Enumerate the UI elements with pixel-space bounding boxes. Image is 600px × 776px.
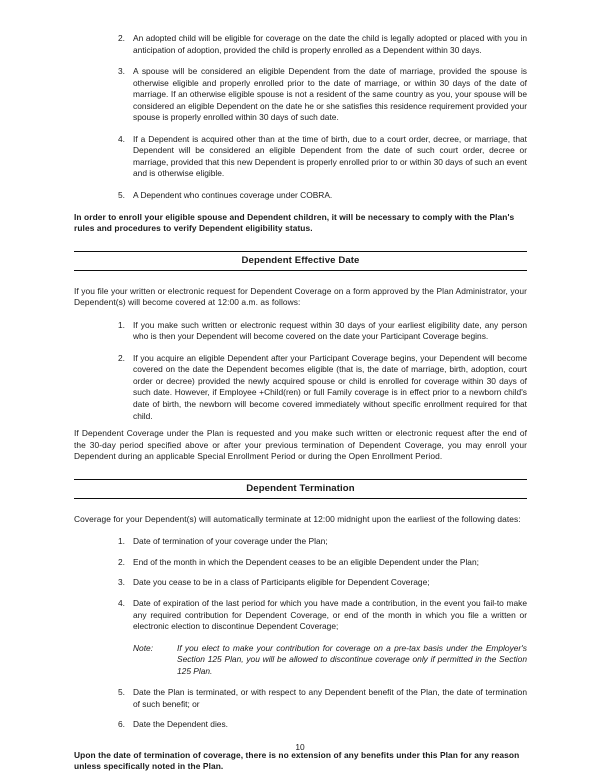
list-marker: 2. (118, 556, 125, 567)
spacer (74, 202, 527, 212)
list-item-text: An adopted child will be eligible for coverage on the date the child is legally adopted or placed with you in anticipation of adoption, provided the child is properly enrolled as a Dependent within 30 days. (133, 33, 527, 55)
list-marker: 3. (118, 66, 125, 77)
termination-list-part-two (74, 687, 527, 731)
list-item-text: If a Dependent is acquired other than at the time of birth, due to a court order, decree, or marriage, that Dependent will be considered an eligible Dependent from the date of such court order, decree or marriage, provided that this new Dependent is properly enrolled prior to or within 30 days of such an event and is otherwise eligible. (133, 133, 527, 179)
list-item-text: Date of expiration of the last period for which you have made a contribution, in the event you fail-to make any required contribution for Dependent Coverage, or end of the month in which you file a written or electronic election to discontinue Dependent Coverage; (133, 597, 527, 632)
list-item (74, 190, 527, 202)
section-heading-dependent-effective-date (74, 251, 527, 271)
eligible-dependent-list (74, 33, 527, 202)
section-title: Dependent Effective Date (241, 254, 360, 266)
list-item (74, 598, 527, 633)
termination-note (74, 643, 527, 678)
list-item (74, 687, 527, 710)
list-item (74, 353, 527, 422)
list-item (74, 577, 527, 589)
list-item-text: Date the Dependent dies. (133, 719, 228, 730)
termination-closing-notice: Upon the date of termination of coverage, there is no extension of any benefits under this Plan for any reason unless specifically noted in the Plan. (74, 749, 520, 772)
list-marker: 2. (118, 33, 125, 43)
list-marker: 5. (118, 190, 125, 201)
note-label: Note: (133, 642, 154, 653)
list-marker: 3. (118, 577, 125, 588)
section-title: Dependent Termination (246, 482, 355, 494)
list-item-text: Date of termination of your coverage under the Plan; (133, 536, 328, 547)
list-item-text: If you acquire an eligible Dependent after your Participant Coverage begins, your Dependent will become covered on the date the Dependent becomes eligible (that is, the date of marriage, birth, adoption, court order or decree) provided the newly acquired spouse or child is enrolled for coverage within 30 days of such date. However, if Employee +Child(ren) or full Family coverage is in effect prior to a newborn child's date of birth, the newborn will become covered immediately without specific enrollment required for that child. (133, 352, 527, 421)
list-item-text: If you make such written or electronic request within 30 days of your earliest eligibility date, any person who is then your Dependent will become covered on the date your Participant Coverage begins. (133, 319, 527, 342)
list-marker: 6. (118, 719, 125, 730)
list-item (74, 320, 527, 343)
list-item-text: Date you cease to be in a class of Participants eligible for Dependent Coverage; (133, 577, 430, 588)
heading-rule-bottom (74, 498, 527, 499)
list-marker: 2. (118, 352, 125, 363)
note-text: If you elect to make your contribution for coverage on a pre-tax basis under the Employer's Section 125 Plan, you will be allowed to discontinue coverage only if permitted in the Section 125 Plan. (177, 642, 527, 676)
list-item (74, 33, 527, 56)
list-marker: 1. (118, 536, 125, 547)
list-item-text: End of the month in which the Dependent ceases to be an eligible Dependent under the Plan; (133, 556, 479, 567)
list-item (74, 719, 527, 731)
list-marker: 1. (118, 319, 125, 330)
list-item (74, 536, 527, 548)
eligibility-verification-notice: In order to enroll your eligible spouse and Dependent children, it will be necessary to comply with the Plan's rules and procedures to verify Dependent eligibility status. (74, 211, 515, 234)
list-item-text: A Dependent who continues coverage under COBRA. (133, 190, 333, 201)
heading-rule-bottom (74, 270, 527, 271)
effective-date-intro: If you file your written or electronic request for Dependent Coverage on a form approved by the Plan Administrator, your Dependent(s) will become covered at 12:00 a.m. as follows: (74, 285, 527, 308)
page-number: 10 (295, 742, 305, 752)
list-item (74, 557, 527, 569)
list-item (74, 66, 527, 124)
section-heading-dependent-termination (74, 479, 527, 499)
termination-list-part-one (74, 536, 527, 632)
effective-date-closing: If Dependent Coverage under the Plan is requested and you make such written or electronic request after the end of the 30-day period specified above or after your previous termination of Dependent Coverage, you may enroll your Dependent during an applicable Special Enrollment Period or during the Open Enrollment Period. (74, 428, 527, 462)
termination-intro: Coverage for your Dependent(s) will automatically terminate at 12:00 midnight upon the earliest of the following dates: (74, 513, 521, 524)
list-item-text: Date the Plan is terminated, or with respect to any Dependent benefit of the Plan, the date of termination of such benefit; or (133, 687, 527, 709)
list-marker: 4. (118, 597, 125, 608)
list-marker: 4. (118, 133, 125, 144)
list-item (74, 134, 527, 180)
effective-date-list (74, 320, 527, 422)
list-marker: 5. (118, 687, 125, 698)
page-content (74, 33, 527, 773)
list-item-text: A spouse will be considered an eligible Dependent from the date of marriage, provided the spouse is otherwise eligible and properly enrolled prior to the date of marriage, or within 30 days of the date of marriage. If an otherwise eligible spouse is not a resident of the same country as you, your spouse will be considered an eligible Dependent on the date he or she satisfies this residence requirement provided your spouse is properly enrolled within 30 days of such date. (133, 66, 527, 123)
